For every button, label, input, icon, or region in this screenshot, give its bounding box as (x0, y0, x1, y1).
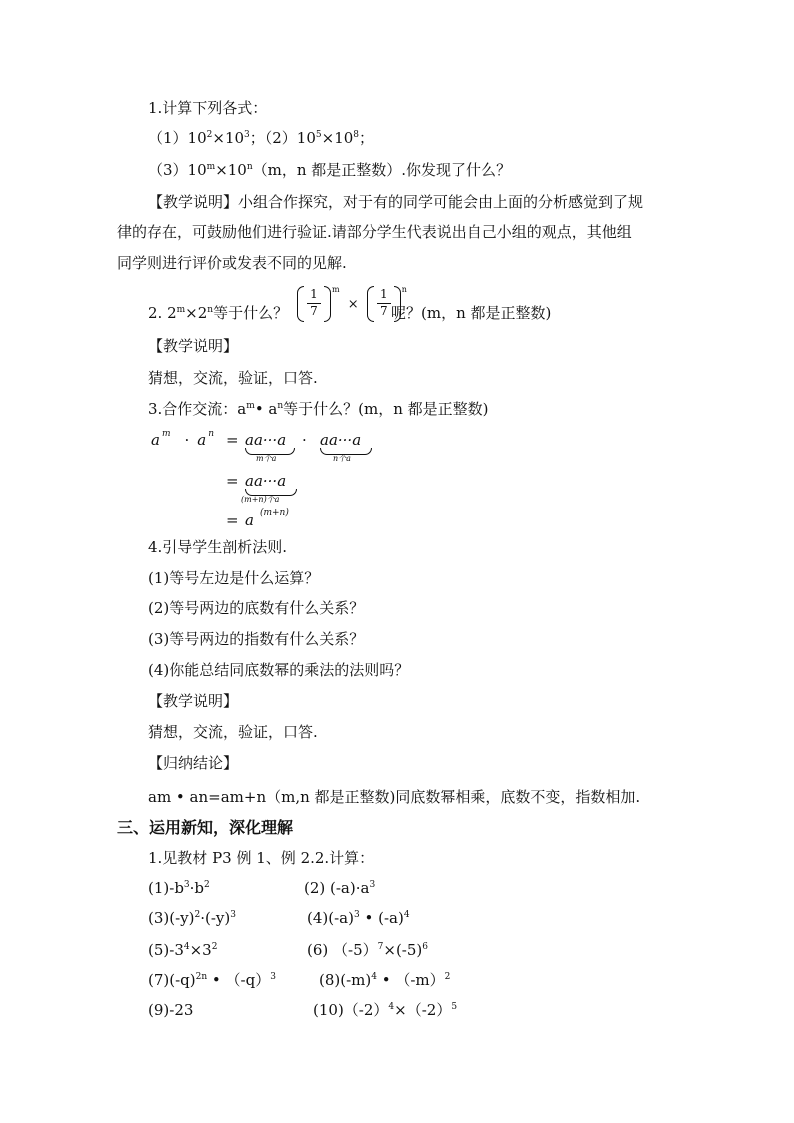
exercise-item: $(10)(-2)^4\times(-2)^5$ (313, 1001, 458, 1019)
conclusion-label: 【归纳结论】 (148, 754, 239, 772)
rule-statement: am • an=am+n（m,n 都是正整数)同底数幂相乘，底数不变，指数相加. (148, 788, 641, 806)
question-4-1: (1)等号左边是什么运算？ (148, 569, 320, 587)
question-4-4: (4)你能总结同底数幂的乘法的法则吗？ (148, 661, 410, 679)
exercise-item: (9)-23 (148, 1001, 194, 1019)
exercise-item: $(7)(-q)^{2n}$ • $(-q)^3$ (148, 971, 276, 989)
question-2-tail: 呢？(m，n 都是正整数) (391, 304, 552, 322)
fraction-expression: $\frac{1}{7}$ $^m$ × $\frac{1}{7}$ $^n$ (297, 286, 407, 322)
teaching-note-1-line-2: 律的存在，可鼓励他们进行验证.请部分学生代表说出自己小组的观点，其他组 (117, 223, 632, 241)
exercise-intro: 1.见教材 P3 例 1、例 2.2.计算： (148, 849, 375, 867)
brace-m-label: m个a (256, 454, 277, 463)
question-4-2: (2)等号两边的底数有什么关系？ (148, 599, 365, 617)
question-1-parts-1-2: $(1)10^2\times 10^3$；$(2)10^5\times 10^8$； (148, 129, 375, 147)
teaching-note-3-label: 【教学说明】 (148, 692, 239, 710)
exercise-item: (6) $(-5)^7\times(-5)^6$ (307, 941, 428, 959)
exercise-item: $(1)-b^3\cdot b^2$ (148, 879, 210, 897)
section-3-heading: 三、运用新知，深化理解 (117, 818, 294, 837)
teaching-note-1-line-1: 【教学说明】小组合作探究，对于有的同学可能会由上面的分析感觉到了规 (148, 193, 644, 211)
exercise-item: $(8)(-m)^4$ • $(-m)^2$ (319, 971, 451, 989)
exercise-item: $(3)(-y)^2\cdot(-y)^3$ (148, 909, 236, 927)
teaching-note-2-text: 猜想，交流，验证，口答. (148, 369, 318, 387)
eq-3: = (226, 511, 239, 529)
brace-mn-label: (m+n)个a (241, 495, 280, 504)
dot-2: · (302, 431, 307, 449)
teaching-note-1-line-3: 同学则进行评价或发表不同的见解. (117, 254, 347, 272)
derivation-lhs: a $^m$ · a $^n$ (151, 429, 215, 449)
product-n: aa···a (320, 431, 362, 449)
question-4: 4.引导学生剖析法则. (148, 538, 288, 556)
exercise-item: (2) $(-a)\cdot a^3$ (304, 879, 376, 897)
result: a $^{(m+n)}$ (245, 508, 289, 529)
question-4-3: (3)等号两边的指数有什么关系？ (148, 630, 365, 648)
exercise-item: $(5)-3^4\times 3^2$ (148, 941, 218, 959)
question-1-part-3: $(3)10^m\times 10^n(m$，n 都是正整数）.你发现了什么？ (148, 161, 512, 179)
question-3: 3.合作交流：$a^m•$ $a^n$等于什么？(m，n 都是正整数) (148, 400, 489, 418)
eq-2: = (226, 472, 239, 490)
product-mn: aa···a (245, 472, 287, 490)
fraction-one-seventh: $\frac{1}{7}$ (297, 286, 331, 322)
question-2: 2. $2^m\times 2^n$等于什么？ (148, 304, 289, 322)
teaching-note-2-label: 【教学说明】 (148, 337, 239, 355)
teaching-note-3-text: 猜想，交流，验证，口答. (148, 723, 318, 741)
exercise-item: $(4)(-a)^3$ • $(-a)^4$ (307, 909, 410, 927)
fraction-one-seventh-2: $\frac{1}{7}$ (367, 286, 401, 322)
brace-n-label: n个a (333, 454, 351, 463)
product-m: aa···a (245, 431, 287, 449)
eq-1: = (226, 431, 239, 449)
question-1: 1.计算下列各式： (148, 99, 268, 117)
